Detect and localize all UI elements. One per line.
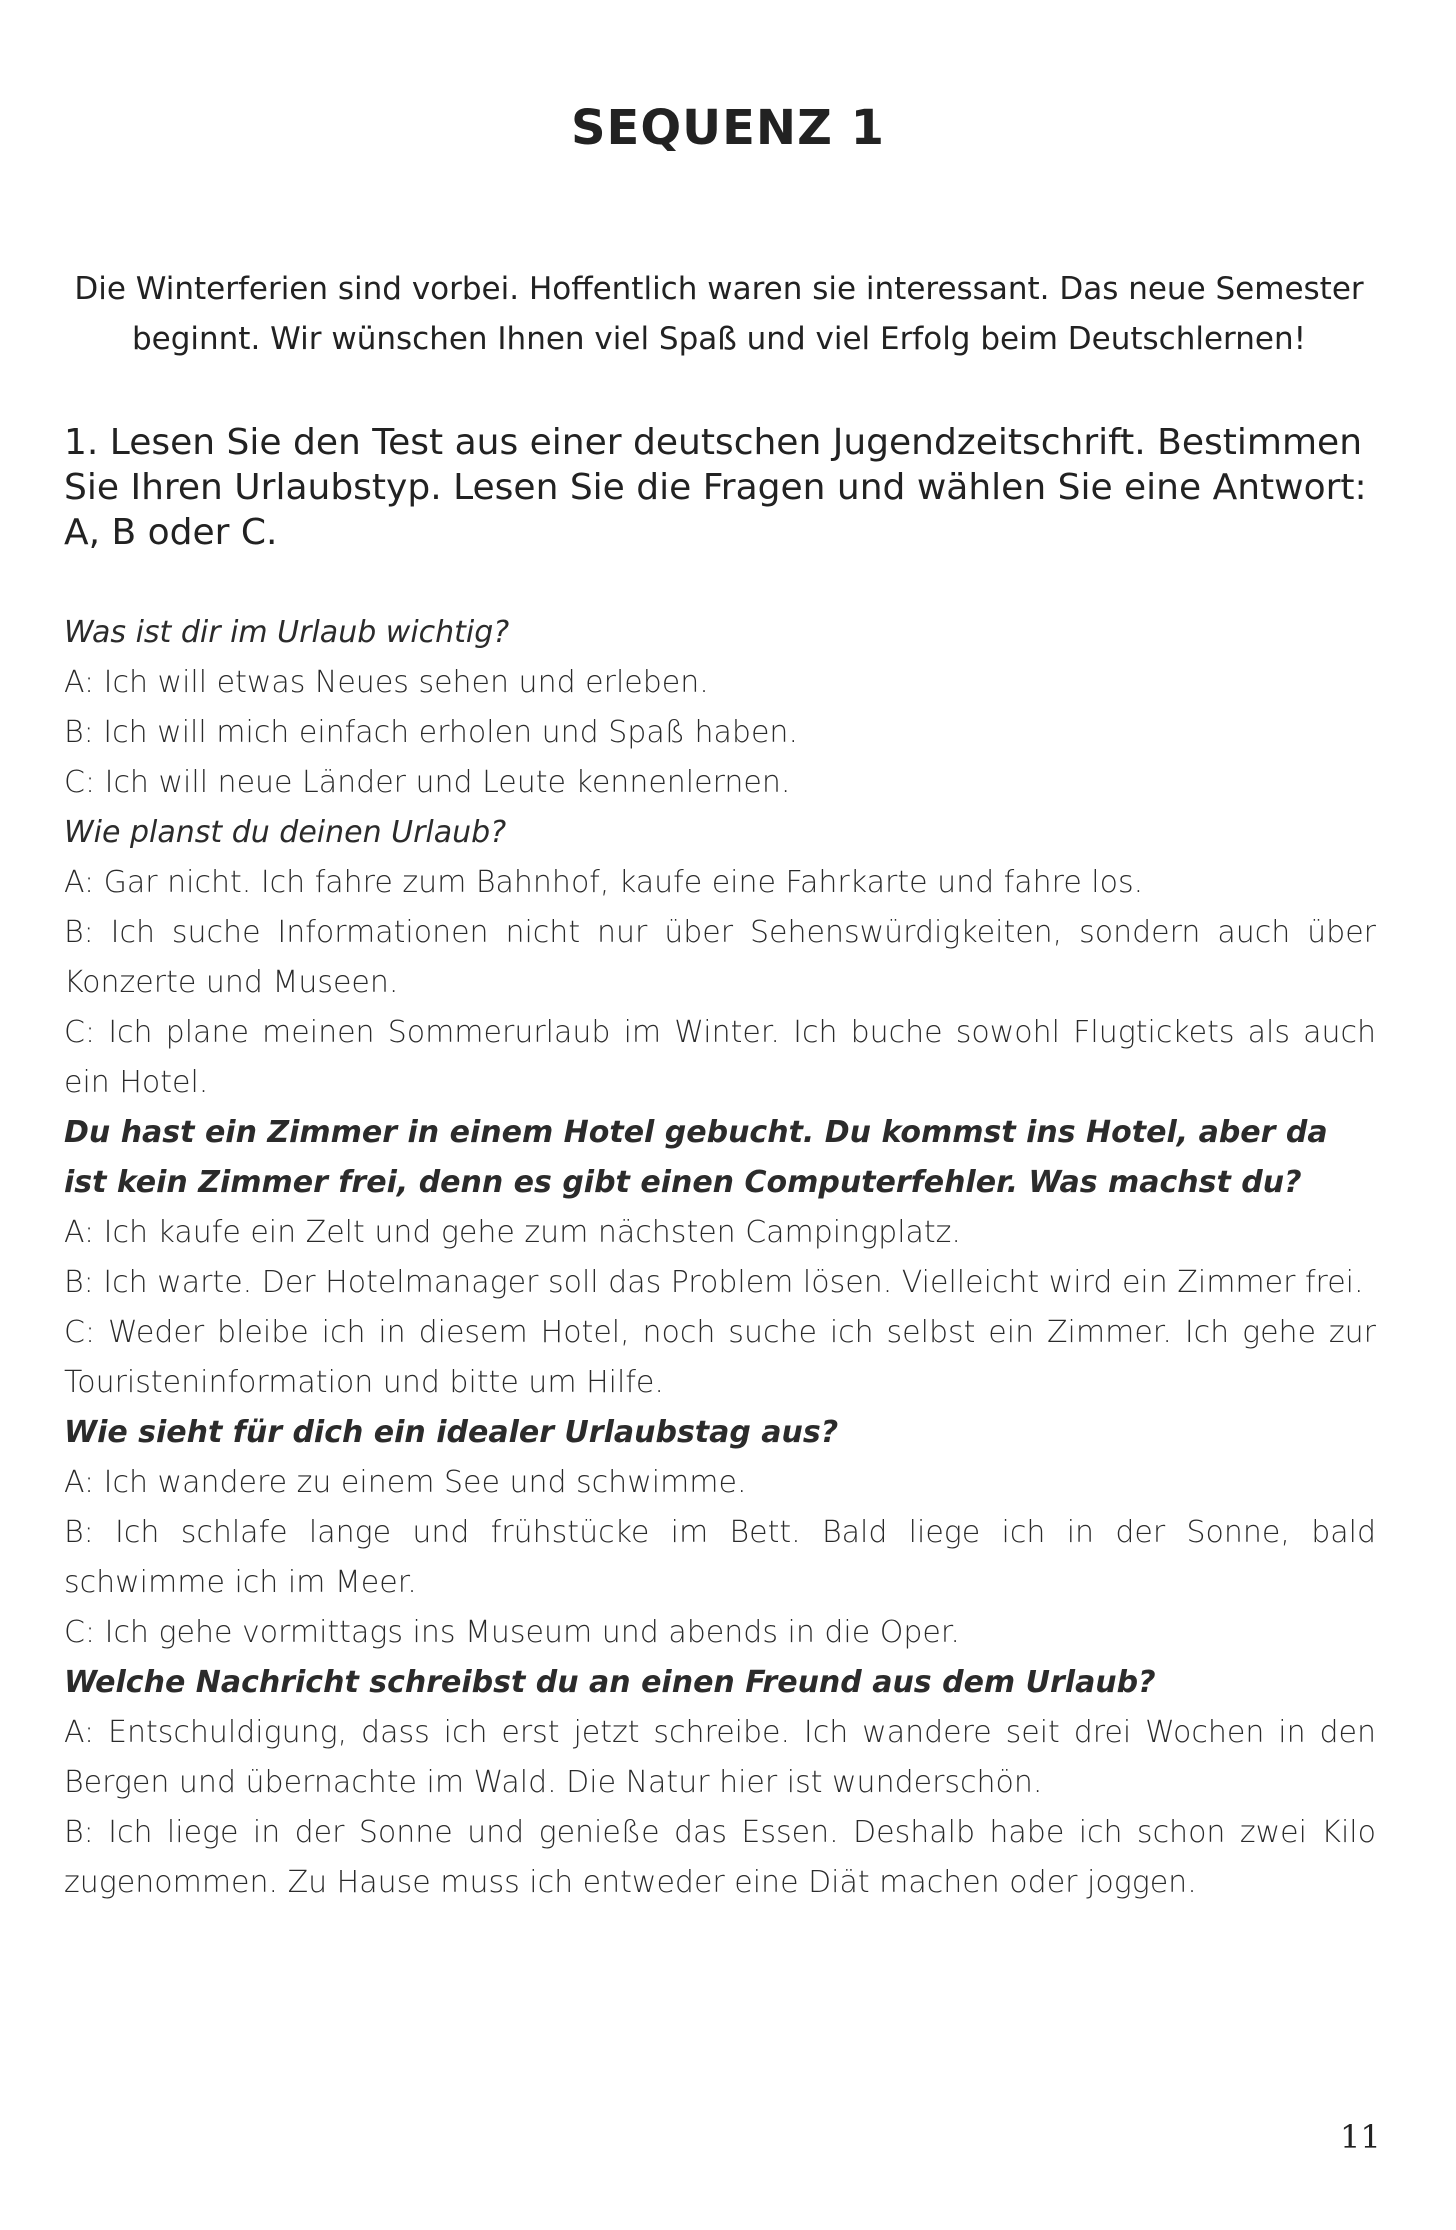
intro-paragraph: Die Winterferien sind vorbei. Hoffentlich waren sie interessant. Das neue Semester beginnt. Wir wünschen Ihnen viel Spaß und viel Erfolg beim Deutschlernen! — [74, 271, 1364, 357]
question-4: Wie sieht für dich ein idealer Urlaubstag aus? — [64, 1415, 839, 1450]
answer-1b: B: Ich will mich einfach erholen und Spaß haben. — [64, 715, 798, 750]
answer-2a: A: Gar nicht. Ich fahre zum Bahnhof, kaufe eine Fahrkarte und fahre los. — [64, 865, 1144, 900]
answer-5b: B: Ich liege in der Sonne und genieße das Essen. Deshalb habe ich schon zwei Kilo zugenommen. Zu Hause muss ich entweder eine Diät machen oder joggen. — [64, 1815, 1376, 1900]
question-1: Was ist dir im Urlaub wichtig? — [64, 615, 510, 650]
page-title: SEQUENZ 1 — [570, 100, 885, 156]
answer-4b: B: Ich schlafe lange und frühstücke im Bett. Bald liege ich in der Sonne, bald schwimme ich im Meer. — [64, 1515, 1376, 1600]
page-number: 11 — [1340, 2118, 1381, 2156]
answer-3b: B: Ich warte. Der Hotelmanager soll das Problem lösen. Vielleicht wird ein Zimmer frei. — [64, 1265, 1364, 1300]
answer-3c: C: Weder bleibe ich in diesem Hotel, noch suche ich selbst ein Zimmer. Ich gehe zur Touristeninformation und bitte um Hilfe. — [64, 1315, 1376, 1400]
answer-3a: A: Ich kaufe ein Zelt und gehe zum nächsten Campingplatz. — [64, 1215, 961, 1250]
answer-2b: B: Ich suche Informationen nicht nur über Sehenswürdigkeiten, sondern auch über Konzerte und Museen. — [64, 915, 1376, 1000]
answer-4a: A: Ich wandere zu einem See und schwimme. — [64, 1465, 747, 1500]
answer-5a: A: Entschuldigung, dass ich erst jetzt schreibe. Ich wandere seit drei Wochen in den Bergen und übernachte im Wald. Die Natur hier ist wunderschön. — [64, 1715, 1376, 1800]
question-5: Welche Nachricht schreibst du an einen Freund aus dem Urlaub? — [64, 1665, 1156, 1700]
questionnaire — [64, 608, 1376, 1908]
answer-2c: C: Ich plane meinen Sommerurlaub im Winter. Ich buche sowohl Flugtickets als auch ein Hotel. — [64, 1015, 1376, 1100]
answer-1a: A: Ich will etwas Neues sehen und erleben. — [64, 665, 709, 700]
question-3: Du hast ein Zimmer in einem Hotel gebucht. Du kommst ins Hotel, aber da ist kein Zimmer frei, denn es gibt einen Computerfehler. Was machst du? — [64, 1115, 1328, 1200]
answer-1c: C: Ich will neue Länder und Leute kennenlernen. — [64, 765, 791, 800]
question-2: Wie planst du deinen Urlaub? — [64, 815, 507, 850]
task-instruction: 1. Lesen Sie den Test aus einer deutschen Jugendzeitschrift. Bestimmen Sie Ihren Urlaubstyp. Lesen Sie die Fragen und wählen Sie eine Antwort: A, B oder C. — [64, 422, 1367, 553]
answer-4c: C: Ich gehe vormittags ins Museum und abends in die Oper. — [64, 1615, 960, 1650]
